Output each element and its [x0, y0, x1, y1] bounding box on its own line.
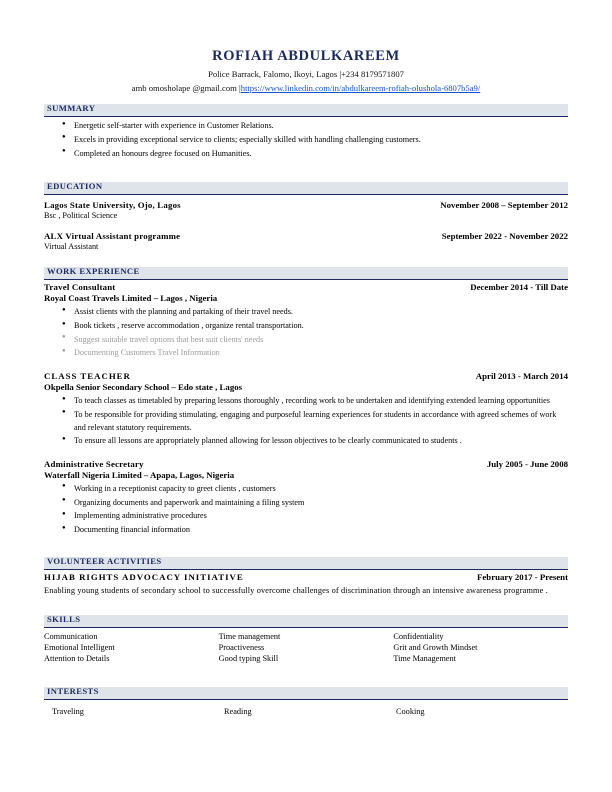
volunteer-description: Enabling young students of secondary school to successfully overcome challenges of discrimination through an intensive awareness programme . — [44, 585, 548, 595]
section-header-summary — [44, 104, 568, 116]
divider — [44, 569, 568, 570]
work-item — [44, 459, 568, 537]
skill-item: Attention to Details — [44, 654, 110, 664]
section-header-volunteer — [44, 557, 568, 569]
education-item — [44, 200, 568, 220]
section-header-interests — [44, 687, 568, 699]
skill-item: Communication — [44, 632, 98, 642]
education-date: September 2022 - November 2022 — [441, 231, 568, 242]
education-school: Lagos State University, Ojo, Lagos — [44, 200, 181, 211]
job-bullets — [44, 395, 568, 448]
summary-bullets — [44, 120, 568, 160]
skill-item: Time Management — [393, 654, 456, 664]
divider — [44, 194, 568, 195]
section-title-skills: SKILLS — [47, 614, 81, 625]
education-item — [44, 231, 568, 251]
list-item: ● Energetic self-starter with experience in Customer Relations. — [74, 120, 568, 133]
skill-item: Good typing Skill — [218, 654, 279, 664]
list-item: ● To ensure all lessons are appropriately planned allowing for lesson objectives to be clearly communicated to students . — [74, 435, 568, 448]
interest-item: Cooking — [396, 707, 425, 717]
education-detail: Bsc , Political Science — [44, 211, 118, 221]
section-title-work: WORK EXPERIENCE — [47, 266, 140, 277]
section-title-interests: INTERESTS — [47, 686, 99, 697]
list-item: ● Implementing administrative procedures — [74, 510, 568, 523]
interest-item: Reading — [224, 707, 252, 717]
education-school: ALX Virtual Assistant programme — [44, 231, 181, 242]
divider — [44, 699, 568, 700]
section-header-work — [44, 267, 568, 279]
skill-item: Emotional Intelligent — [44, 643, 115, 653]
job-date: April 2013 - March 2014 — [475, 371, 568, 382]
list-item: ● Documenting financial information — [74, 524, 568, 537]
job-bullets — [44, 483, 568, 537]
list-item: ● Suggest suitable travel options that best suit clients' needs — [74, 334, 568, 347]
section-header-skills — [44, 615, 568, 627]
skills-grid — [44, 632, 568, 663]
job-title: CLASS TEACHER — [44, 371, 131, 382]
work-item — [44, 371, 568, 448]
list-item: ● Excels in providing exceptional service to clients; especially skilled with handling challenging customers. — [74, 134, 568, 147]
education-detail: Virtual Assistant — [44, 242, 99, 252]
section-title-education: EDUCATION — [47, 181, 103, 192]
list-item: ● Working in a receptionist capacity to greet clients , customers — [74, 483, 568, 496]
volunteer-item — [44, 572, 568, 597]
contact-email: amb omosholape @gmail.com | — [131, 82, 241, 93]
job-bullets — [44, 306, 568, 360]
education-date: November 2008 – September 2012 — [440, 200, 568, 211]
volunteer-date: February 2017 - Present — [477, 571, 568, 582]
job-title: Travel Consultant — [44, 282, 116, 293]
job-title: Administrative Secretary — [44, 458, 144, 469]
contact-address: Police Barrack, Falomo, Ikoyi, Lagos |+234 8179571807 — [208, 69, 404, 79]
work-item — [44, 282, 568, 360]
linkedin-link[interactable]: https://www.linkedin.com/in/abdulkareem-rofiah-olushola-6807b5a9/ — [240, 82, 481, 93]
volunteer-org: HIJAB RIGHTS ADVOCACY INITIATIVE — [44, 571, 244, 582]
skill-item: Grit and Growth Mindset — [393, 643, 478, 653]
job-org: Okpella Senior Secondary School – Edo state , Lagos — [44, 382, 243, 393]
skill-item: Proactiveness — [218, 643, 265, 653]
list-item: ● To teach classes as timetabled by preparing lessons thoroughly , recording work to be undertaken and identifying extended learning opportunities — [74, 395, 568, 408]
skill-item: Time management — [218, 632, 281, 642]
list-item: ● Documenting Customers Travel Information — [74, 347, 568, 360]
interest-item: Traveling — [52, 707, 84, 717]
contact-email-line — [44, 83, 568, 95]
list-item: ● Book tickets , reserve accommodation , organize rental transportation. — [74, 320, 568, 333]
divider — [44, 279, 568, 280]
job-date: December 2014 - Till Date — [470, 282, 568, 293]
list-item: ● To be responsible for providing stimulating, engaging and purposeful learning experiences for students in accordance with agreed schemes of work and relevant statutory requirements. — [74, 409, 568, 434]
divider — [44, 116, 568, 117]
page-title: ROFIAH ABDULKAREEM — [212, 48, 400, 64]
section-header-education — [44, 182, 568, 194]
interests-grid — [44, 707, 568, 716]
list-item: ● Organizing documents and paperwork and maintaining a filing system — [74, 497, 568, 510]
list-item: ● Completed an honours degree focused on Humanities. — [74, 148, 568, 161]
job-date: July 2005 - June 2008 — [486, 458, 568, 469]
section-title-summary: SUMMARY — [47, 103, 96, 114]
section-title-volunteer: VOLUNTEER ACTIVITIES — [47, 555, 162, 566]
job-org: Waterfall Nigeria Limited – Apapa, Lagos, Nigeria — [44, 469, 235, 480]
skill-item: Confidentiality — [393, 632, 444, 642]
divider — [44, 627, 568, 628]
list-item: ● Assist clients with the planning and partaking of their travel needs. — [74, 306, 568, 319]
job-org: Royal Coast Travels Limited – Lagos , Nigeria — [44, 293, 218, 304]
